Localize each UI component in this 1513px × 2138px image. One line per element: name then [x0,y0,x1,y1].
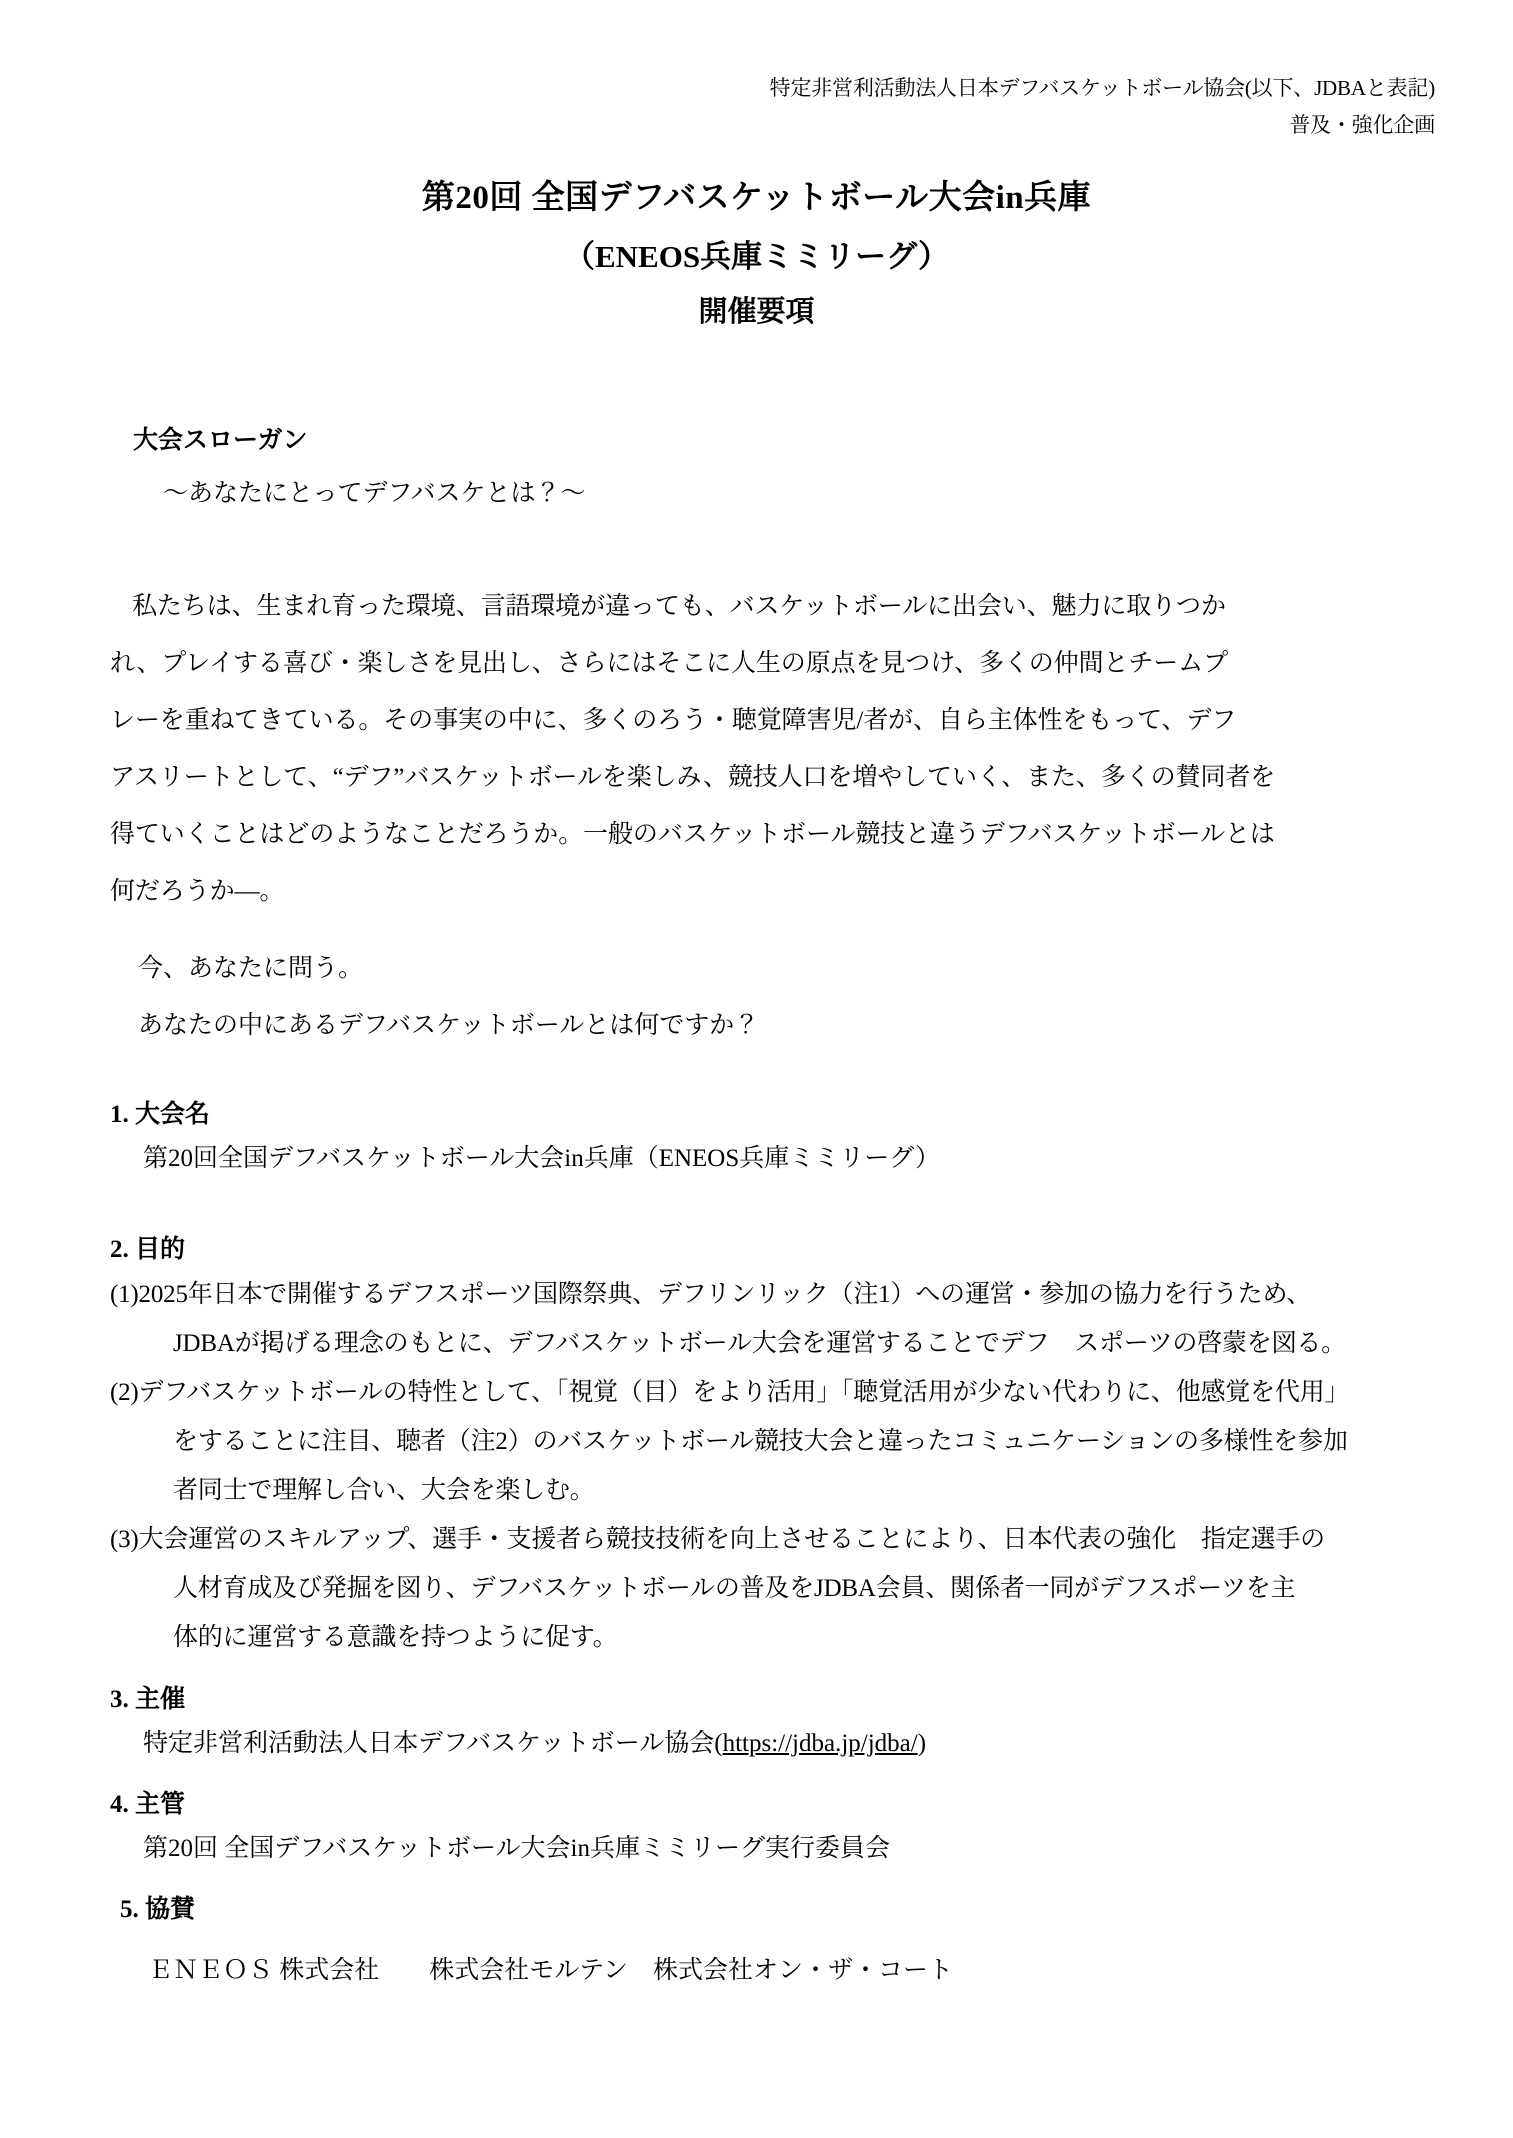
section-item-line: JDBAが掲げる理念のもとに、デフバスケットボール大会を運営することでデフ スポーツの啓蒙を図る。 [173,1330,1346,1357]
section-item-line: (3)大会運営のスキルアップ、選手・支援者ら競技技術を向上させることにより、日本代表の強化 指定選手の [110,1526,1325,1553]
section-item-line: (2)デフバスケットボールの特性として、「視覚（目）をより活用」「聴覚活用が少ない代わりに、他感覚を代用」 [110,1379,1350,1406]
jdba-website-link[interactable]: https://jdba.jp/jdba/ [722,1730,918,1757]
slogan-text: 〜あなたにとってデフバスケとは？〜 [163,480,586,507]
slogan-block [133,428,1383,506]
section-heading-shukan: 4. 主管 [110,1791,186,1818]
section-heading-taikaimei: 1. 大会名 [110,1101,211,1128]
section-item-line: をすることに注目、聴者（注2）のバスケットボール競技大会と違ったコミュニケーションの多様性を参加 [173,1428,1348,1455]
slogan-label: 大会スローガン [133,427,308,454]
section-gap [110,1182,1425,1212]
section-item-line: 体的に運営する意識を持つように促す。 [173,1624,618,1651]
question-line: あなたの中にあるデフバスケットボールとは何ですか？ [138,1012,760,1039]
organizer-name: 特定非営利活動法人日本デフバスケットボール協会( [143,1730,723,1757]
header-line-organization: 特定非営利活動法人日本デフバスケットボール協会(以下、JDBAと表記) [769,76,1435,100]
page-subtitle: （ENEOS兵庫ミミリーグ） [563,239,950,274]
body-line: レーを重ねてきている。その事実の中に、多くのろう・聴覚障害児/者が、自ら主体性をもって、デフ [110,707,1237,734]
question-paragraph [110,940,1410,1054]
title-block [0,182,1513,327]
section-heading-mokuteki: 2. 目的 [110,1236,186,1263]
section-body-shukan: 第20回 全国デフバスケットボール大会in兵庫ミミリーグ実行委員会 [143,1835,890,1862]
body-line: アスリートとして、“デフ”バスケットボールを楽しみ、競技人口を増やしていく、また、多くの賛同者を [110,764,1276,791]
section-body-kyosan: ＥＮＥＯＳ 株式会社 株式会社モルテン 株式会社オン・ザ・コート [148,1957,954,1984]
section-item-line: (1)2025年日本で開催するデフスポーツ国際祭典、デフリンリック（注1）への運営・参加の協力を行うため、 [110,1281,1312,1308]
body-line: 私たちは、生まれ育った環境、言語環境が違っても、バスケットボールに出会い、魅力に取りつか [132,593,1226,620]
page-title: 第20回 全国デフバスケットボール大会in兵庫 [421,180,1092,216]
section-item-line: 者同士で理解し合い、大会を楽しむ。 [173,1477,595,1504]
body-line: れ、プレイする喜び・楽しさを見出し、さらにはそこに人生の原点を見つけ、多くの仲間とチームプ [110,650,1229,677]
section-heading-shusai: 3. 主催 [110,1686,186,1713]
section-body-shusai [110,1720,1425,1767]
header-line-department: 普及・強化企画 [1289,112,1435,137]
organizer-paren-close: ) [917,1730,927,1757]
document-header [770,70,1435,144]
section-item-line: 人材育成及び発掘を図り、デフバスケットボールの普及をJDBA会員、関係者一同がデフスポーツを主 [173,1575,1296,1602]
body-line: 何だろうか―。 [110,878,285,905]
section-body-taikaimei: 第20回全国デフバスケットボール大会in兵庫（ENEOS兵庫ミミリーグ） [143,1145,941,1172]
body-paragraph [110,578,1410,920]
page-title-kaisai-youkou: 開催要項 [698,296,815,328]
question-line: 今、あなたに問う。 [138,955,364,982]
section-heading-kyosan: 5. 協賛 [120,1896,196,1923]
body-line: 得ていくことはどのようなことだろうか。一般のバスケットボール競技と違うデフバスケットボールとは [110,821,1275,848]
numbered-sections [110,1095,1425,1995]
